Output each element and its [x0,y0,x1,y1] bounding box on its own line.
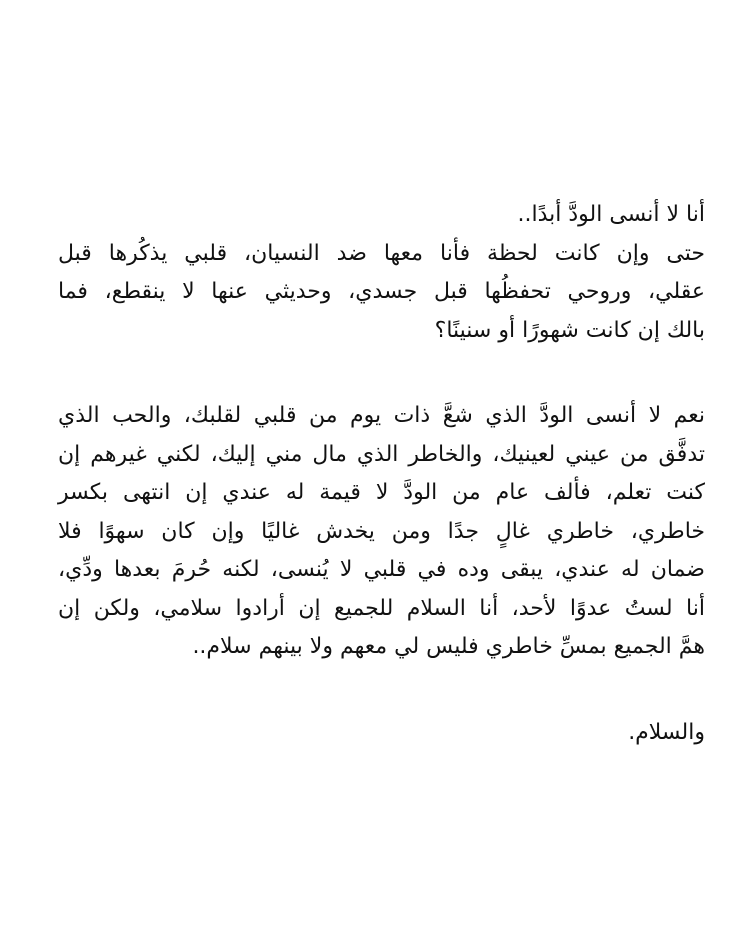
article-text [58,196,705,752]
text-line: كنت تعلم، فألف عام من الودَّ لا قيمة له عندي إن انتهى بكسر [58,480,705,505]
text-line: ضمان له عندي، يبقى وده في قلبي لا يُنسى، لكنه حُرمَ بعدها ودِّي، [58,557,705,582]
paragraph-1 [58,196,705,350]
text-line: والسلام. [628,719,705,745]
text-line: خاطري، خاطري غالٍ جدًا ومن يخدش غاليًا وإن كان سهوًا فلا [58,518,705,544]
text-line: أنا لستُ عدوًا لأحد، أنا السلام للجميع إن أرادوا سلامي، ولكن إن [58,595,705,621]
closing-line [58,714,705,753]
text-line: عقلي، وروحي تحفظُها قبل جسدي، وحديثي عنها لا ينقطع، فما [58,279,705,304]
paragraph-2 [58,397,705,667]
text-line: حتى وإن كانت لحظة فأنا معها ضد النسيان، قلبي يذكُرها قبل [58,240,705,266]
text-line: همَّ الجميع بمسِّ خاطري فليس لي معهم ولا بينهم سلام.. [192,634,705,659]
paragraph-spacer [58,350,705,397]
paragraph-spacer [58,667,705,714]
text-line: تدفَّق من عيني لعينيك، والخاطر الذي مال مني إليك، لكني غيرهم إن [58,441,705,467]
text-line: أنا لا أنسى الودَّ أبدًا.. [517,202,705,227]
text-line: نعم لا أنسى الودَّ الذي شعَّ ذات يوم من قلبي لقلبك، والحب الذي [58,403,705,428]
text-line: بالك إن كانت شهورًا أو سنينًا؟ [434,317,705,343]
